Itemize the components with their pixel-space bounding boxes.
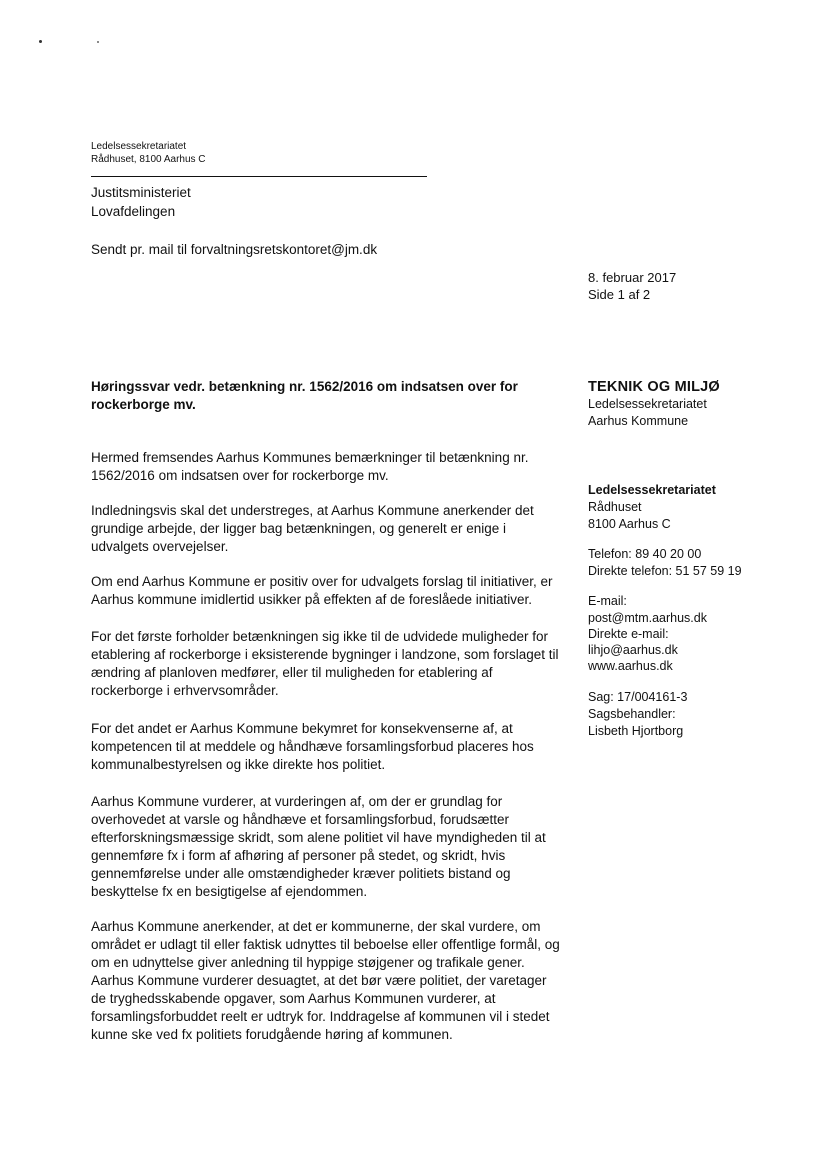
department-municipality: Aarhus Kommune [588,414,689,428]
contact-direct-email: lihjo@aarhus.dk [588,643,678,657]
case-number: Sag: 17/004161-3 [588,690,688,704]
sent-via: Sendt pr. mail til forvaltningsretskontoret@jm.dk [91,242,378,257]
body-paragraph-1: Hermed fremsendes Aarhus Kommunes bemærkninger til betænkning nr. 1562/2016 om indsatsen over for rockerborge mv. [91,450,529,483]
contact-direct-phone: Direkte telefon: 51 57 59 19 [588,564,742,578]
body-paragraph-3: Om end Aarhus Kommune er positiv over for udvalgets forslag til initiativer, er Aarhus kommune imidlertid usikker på effekten af de foreslåede initiativer. [91,574,553,607]
contact-unit: Ledelsessekretariatet [588,483,716,497]
contact-email-label: E-mail: [588,594,627,608]
body-paragraph-5: For det andet er Aarhus Kommune bekymret for konsekvenserne af, at kompetencen til at meddele og håndhæve forsamlingsforbud placeres hos kommunalbestyrelsen og ikke direkte hos politiet. [91,721,534,772]
body-paragraph-7: Aarhus Kommune anerkender, at det er kommunerne, der skal vurdere, om området er udlagt til eller faktisk udnyttes til beboelse eller offentlige formål, og om en udnyttelse giver anledning til hyppige støjgener og trafikale gener. Aarhus Kommune vurderer desuagtet, at det bør være politiet, der varetager de tryghedsskabende opgaver, som Aarhus Kommunen vurderer, at forsamlingsforbuddet reelt er udtryk for. Inddragelse af kommunen vil i stedet kunne ske ved fx politiets forudgående høring af kommunen. [91,919,560,1042]
scan-speck [39,40,42,43]
body-paragraph-2: Indledningsvis skal det understreges, at Aarhus Kommune anerkender det grundige arbejde, der ligger bag betænkningen, og generelt er enige i udvalgets overvejelser. [91,503,534,554]
contact-direct-email-label: Direkte e-mail: [588,627,669,641]
case-handler-label: Sagsbehandler: [588,707,676,721]
contact-website: www.aarhus.dk [588,659,673,673]
sender-address: Rådhuset, 8100 Aarhus C [91,154,206,165]
contact-phone: Telefon: 89 40 20 00 [588,547,702,561]
department-title: TEKNIK OG MILJØ [588,379,720,395]
body-paragraph-6: Aarhus Kommune vurderer, at vurderingen af, om der er grundlag for overhovedet at varsle og håndhæve et forsamlingsforbud, forudsætter efterforskningsmæssige skridt, som alene politiet vil have myndigheden til at gennemføre fx i form af afhøring af personer på stedet, og skridt, hvis gennemførelse under alle omstændigheder kræver politiets bistand og beskyttelse fx en besigtigelse af ejendommen. [91,794,546,899]
case-handler-name: Lisbeth Hjortborg [588,724,684,738]
recipient-name: Justitsministeriet [91,185,191,200]
letter-date: 8. februar 2017 [588,270,677,285]
contact-address1: Rådhuset [588,500,642,514]
scan-speck [97,41,99,43]
contact-email: post@mtm.aarhus.dk [588,611,707,625]
subject-heading: Høringssvar vedr. betænkning nr. 1562/2016 om indsatsen over for rockerborge mv. [91,379,518,412]
page-number: Side 1 af 2 [588,287,651,302]
recipient-department: Lovafdelingen [91,204,176,219]
sender-name: Ledelsessekretariatet [91,141,187,152]
body-paragraph-4: For det første forholder betænkningen sig ikke til de udvidede muligheder for etablering af rockerborge i eksisterende bygninger i landzone, som forslaget til ændring af planloven medfører, eller til muligheden for etablering af rockerborge i erhvervsområder. [91,629,559,698]
sender-divider [91,176,427,177]
contact-address2: 8100 Aarhus C [588,517,671,531]
department-unit: Ledelsessekretariatet [588,397,707,411]
